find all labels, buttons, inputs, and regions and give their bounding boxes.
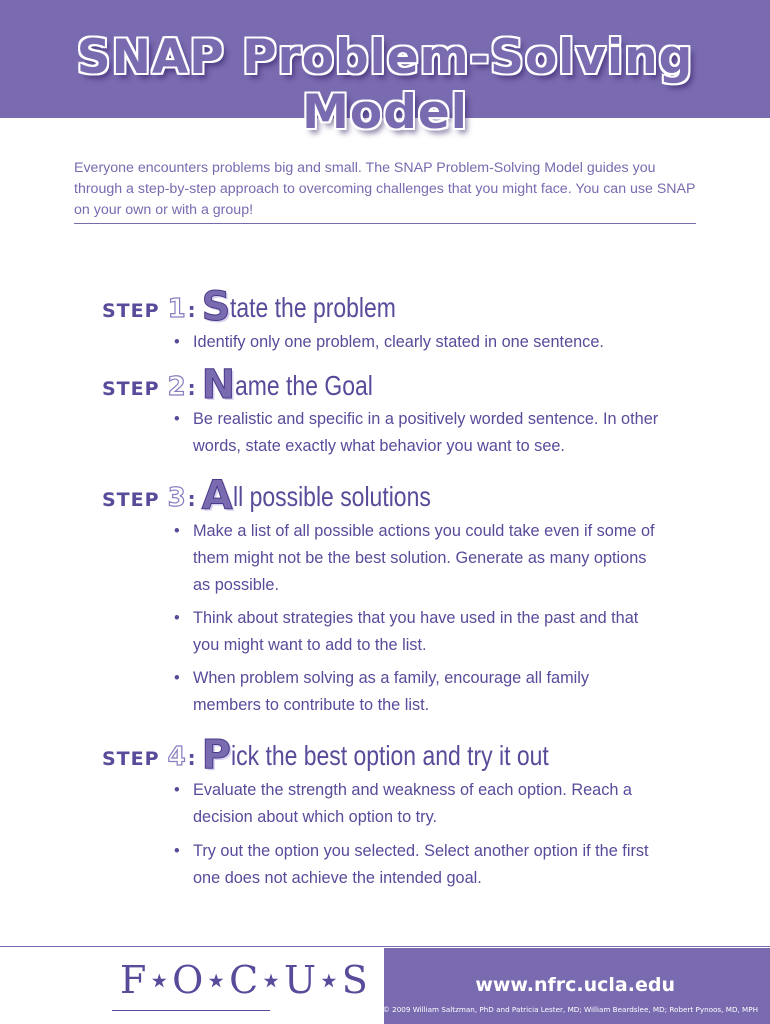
step-label: STEP bbox=[102, 489, 160, 511]
step-4-bullet-2 bbox=[174, 838, 673, 892]
step-4-heading bbox=[102, 732, 619, 778]
bullet-dot: • bbox=[174, 781, 180, 799]
step-3-heading bbox=[102, 473, 474, 519]
bullet-text: Be realistic and specific in a positively worded sentence. In other words, state exactly what behavior you want to see. bbox=[193, 410, 659, 455]
step-initial-letter: N bbox=[201, 362, 236, 408]
step-colon: : bbox=[187, 376, 196, 400]
page-title: SNAP Problem-Solving Model bbox=[76, 30, 694, 140]
bullet-dot: • bbox=[174, 410, 180, 428]
step-3-bullet-1 bbox=[174, 518, 663, 599]
bullet-dot: • bbox=[174, 842, 180, 860]
bullet-text: Identify only one problem, clearly stated in one sentence. bbox=[193, 333, 604, 351]
step-label: STEP bbox=[102, 378, 160, 400]
bullet-dot: • bbox=[174, 669, 180, 687]
step-number: 4 bbox=[167, 742, 186, 772]
step-title: tate the problem bbox=[230, 292, 397, 323]
step-2-bullet-1 bbox=[174, 406, 673, 460]
step-colon: : bbox=[187, 487, 196, 511]
step-colon: : bbox=[187, 746, 196, 770]
step-initial-letter: P bbox=[201, 732, 231, 778]
step-number: 1 bbox=[167, 294, 186, 324]
step-number: 3 bbox=[167, 483, 186, 513]
step-number: 2 bbox=[167, 372, 186, 402]
focus-logo: F⋆O⋆C⋆U⋆S bbox=[120, 958, 369, 1002]
step-3-bullet-2 bbox=[174, 605, 663, 659]
logo-underline bbox=[112, 1010, 270, 1011]
bullet-text: When problem solving as a family, encourage all family members to contribute to the list. bbox=[193, 669, 590, 714]
bullet-text: Think about strategies that you have used in the past and that you might want to add to the list. bbox=[193, 609, 639, 654]
bullet-text: Make a list of all possible actions you could take even if some of them might not be the best solution. Generate as many options as possible. bbox=[193, 522, 655, 594]
step-initial-letter: A bbox=[201, 473, 233, 519]
header-banner bbox=[0, 0, 770, 140]
copyright-notice: © 2009 William Saltzman, PhD and Patricia Lester, MD; William Beardslee, MD; Robert Pynoos, MD, MPH bbox=[382, 1005, 758, 1014]
step-title: ll possible solutions bbox=[232, 481, 431, 512]
step-2-heading bbox=[102, 362, 403, 408]
step-1-bullet-1 bbox=[174, 329, 693, 356]
step-label: STEP bbox=[102, 748, 160, 770]
step-label: STEP bbox=[102, 300, 160, 322]
step-4-bullet-1 bbox=[174, 777, 683, 831]
bullet-text: Try out the option you selected. Select another option if the first one does not achieve the intended goal. bbox=[193, 842, 649, 887]
step-3-bullet-3 bbox=[174, 665, 648, 719]
intro-paragraph: Everyone encounters problems big and small. The SNAP Problem-Solving Model guides you through a step-by-step approach to overcoming challenges that you might face. You can use SNAP on your own or with a group! bbox=[74, 160, 696, 219]
step-colon: : bbox=[187, 298, 196, 322]
footer-divider bbox=[0, 946, 770, 947]
bullet-dot: • bbox=[174, 609, 180, 627]
step-initial-letter: S bbox=[201, 284, 231, 330]
bullet-text: Evaluate the strength and weakness of each option. Reach a decision about which option to try. bbox=[193, 781, 632, 826]
website-link[interactable]: www.nfrc.ucla.edu bbox=[475, 974, 675, 996]
bullet-dot: • bbox=[174, 333, 180, 351]
divider bbox=[74, 223, 696, 224]
step-1-heading bbox=[102, 284, 433, 330]
bullet-dot: • bbox=[174, 522, 180, 540]
step-title: ick the best option and try it out bbox=[230, 740, 549, 771]
step-title: ame the Goal bbox=[235, 370, 373, 401]
